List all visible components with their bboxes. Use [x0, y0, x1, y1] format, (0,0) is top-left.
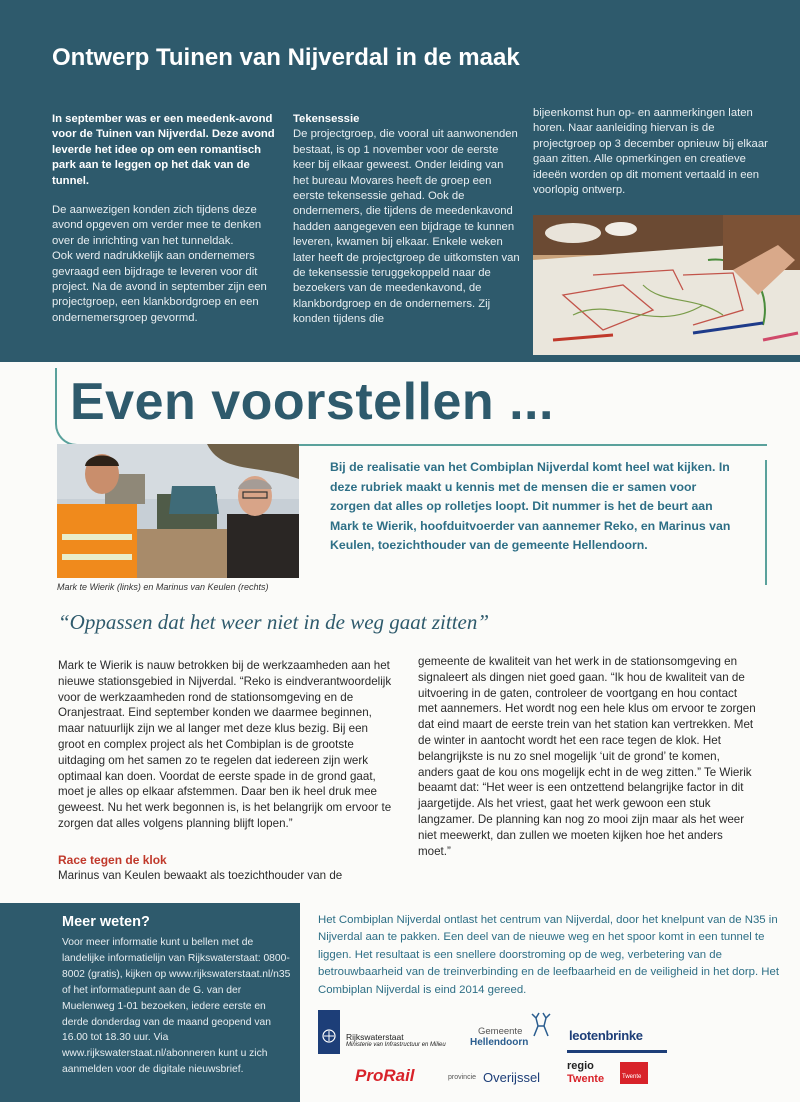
photo-caption: Mark te Wierik (links) en Marinus van Keulen (rechts)	[57, 582, 269, 592]
section-heading: Race tegen de klok	[58, 853, 167, 867]
section-intro: Bij de realisatie van het Combiplan Nijverdal komt heel wat kijken. In deze rubriek maakt u kennis met de mensen die er samen voor zorgen dat alles op rolletjes loopt. Dit nummer is het de beurt aan Mark te Wierik, hoofduitvoerder van aannemer Reko, en Marinus van Keulen, toezichthouder van de gemeente Hellendoorn.	[330, 460, 731, 552]
crest-icon	[318, 1010, 340, 1054]
article-paragraph: De aanwezigen konden zich tijdens deze avond opgeven om verder mee te denken over de inrichting van het tunneldak.	[52, 204, 262, 247]
leotenbrinke-logo	[567, 1026, 667, 1053]
hellendoorn-logo	[470, 1020, 560, 1054]
article-lead: In september was er een meedenk-avond voor de Tuinen van Nijverdal. Deze avond leverde het idee op om een romantisch park aan te leggen op het dak van de tunnel.	[52, 113, 275, 187]
twente-text: Twente	[622, 1074, 642, 1080]
article-paragraph: bijeenkomst hun op- en aanmerkingen laten horen. Naar aanleiding hiervan is de projectgroep op 3 december opnieuw bij elkaar gaan zitten. Alle opmerkingen en creatieve ideeën worden op dit moment vertaald in een voorlopig ontwerp.	[533, 107, 768, 197]
prorail-logo: ProRail	[355, 1066, 415, 1085]
interview-text-right: gemeente de kwaliteit van het werk in de stationsomgeving en signaleert als dingen niet goed gaan. “Ik hou de kwaliteit van de uitvoering in de gaten, controleer de voortgang en hou contact met aannemers. Het wordt nog een hele klus om ervoor te zorgen dat eind maart de eerste trein van het station kan vertrekken. Met de winter in aantocht wordt het een race tegen de klok. Het belangrijkste is nu zo snel mogelijk ‘uit de grond’ te komen, anders gaat de kou ons mogelijk echt in de weg zitten.” Te Wierik beaamt dat: “Het weer is een ontzettend belangrijke factor in dit jaargetijde. Als het vriest, gaat het werk gewoon een stuk langzamer. De planning kan nog zo mooi zijn maar als het weer niet meewerkt, dan zullen we moeten kijken hoe het anders moet.”	[418, 655, 756, 858]
regio-line2: Twente	[567, 1073, 605, 1085]
pull-quote: “Oppassen dat het weer niet in de weg gaat zitten”	[58, 610, 490, 634]
info-box-title: Meer weten?	[62, 914, 150, 930]
rws-sub: Ministerie van Infrastructuur en Milieu	[346, 1042, 446, 1048]
interview-text-left: Mark te Wierik is nauw betrokken bij de werkzaamheden aan het nieuwe stationsgebied in Nijverdal. “Reko is eindverantwoordelijk voor de werkzaamheden rond de stationsomgeving en de Oranjestraat. Eind september konden we daarmee beginnen, maar natuurlijk zijn we al langer met deze klus bezig. Bij een groot en complex project als het Combiplan is de grootste uitdaging om het samen zo te regelen dat iedereen zijn werk optimaal kan doen. Voordat de eerste spade in de grond gaat, moet je alles op elkaar afstemmen. Daar ben ik heel druk mee geweest. Nu het werk begonnen is, is het belangrijk om ervoor te zorgen dat alles volgens planning blijft lopen.”	[58, 659, 392, 830]
regio-twente-logo	[567, 1060, 617, 1094]
rws-name: Rijkswaterstaat	[346, 1032, 404, 1042]
people-photo	[57, 444, 299, 578]
twente-logo	[620, 1062, 648, 1084]
interview-text: Marinus van Keulen bewaakt als toezichthouder van de	[58, 869, 343, 882]
article-column-2	[293, 112, 521, 328]
overijssel-logo	[448, 1066, 548, 1090]
drawing-session-photo	[533, 215, 800, 355]
leotenbrinke-text: leotenbrinke	[569, 1028, 643, 1043]
article-title: Ontwerp Tuinen van Nijverdal in de maak	[52, 44, 520, 71]
overijssel-pre: provincie	[448, 1074, 477, 1081]
hellendoorn-line1: Gemeente	[478, 1026, 523, 1037]
project-summary: Het Combiplan Nijverdal ontlast het centrum van Nijverdal, door het knelpunt van de N35 in Nijverdal aan te pakken. Een deel van de nieuwe weg en het spoor komt in een tunnel te liggen. Het resultaat is een snellere doorstroming op de weg, verbetering van de betrouwbaarheid van de treinverbinding en de leefbaarheid en de veiligheid in het dorp. Het Combiplan Nijverdal is eind 2014 gereed.	[318, 914, 780, 996]
section-title: Even voorstellen ...	[70, 373, 554, 431]
article-paragraph: Ook werd nadrukkelijk aan ondernemers gevraagd een bijdrage te leveren voor dit project. Na de avond in september zijn een projectgroep, een klankbordgroep en een ondernemersgroep gevormd.	[52, 250, 267, 324]
regio-line1: regio	[567, 1060, 594, 1072]
overijssel-text: Overijssel	[483, 1070, 541, 1085]
hellendoorn-line2: Hellendoorn	[470, 1037, 529, 1048]
article-column-3	[533, 106, 778, 198]
article-paragraph: De projectgroep, die vooral uit aanwonenden bestaat, is op 1 november voor de eerste keer bij elkaar geweest. Onder leiding van het bureau Movares heeft de groep een eerste tekensessie gehad. Ook de ondernemers, die tijdens de meedenkavond hadden aangegeven een bijdrage te kunnen leveren, kwamen bij elkaar. Enkele weken later heeft de projectgroep de uitkomsten van de tekensessie teruggekoppeld naar de bezoekers van de meedenkavond, de klankbordgroep en de ondernemers. Zij konden tijdens die	[293, 128, 520, 326]
deer-icon	[528, 1012, 554, 1038]
info-box-text: Voor meer informatie kunt u bellen met de landelijke informatielijn van Rijkswaterstaat: 0800-8002 (gratis), kijken op www.rijkswaterstaat.nl/n35 of het informatiepunt aan de G. van der Muelenweg 1-01 bezoeken, iedere eerste en derde donderdag van de maand geopend van 16.00 tot 18.30 uur. Via www.rijkswaterstaat.nl/abonneren kunt u zich aanmelden voor de digitale nieuwsbrief.	[62, 937, 291, 1076]
section-heading: Tekensessie	[293, 113, 360, 125]
article-column-1	[52, 112, 284, 326]
rijkswaterstaat-logo	[318, 1010, 458, 1054]
section-divider	[765, 460, 767, 585]
